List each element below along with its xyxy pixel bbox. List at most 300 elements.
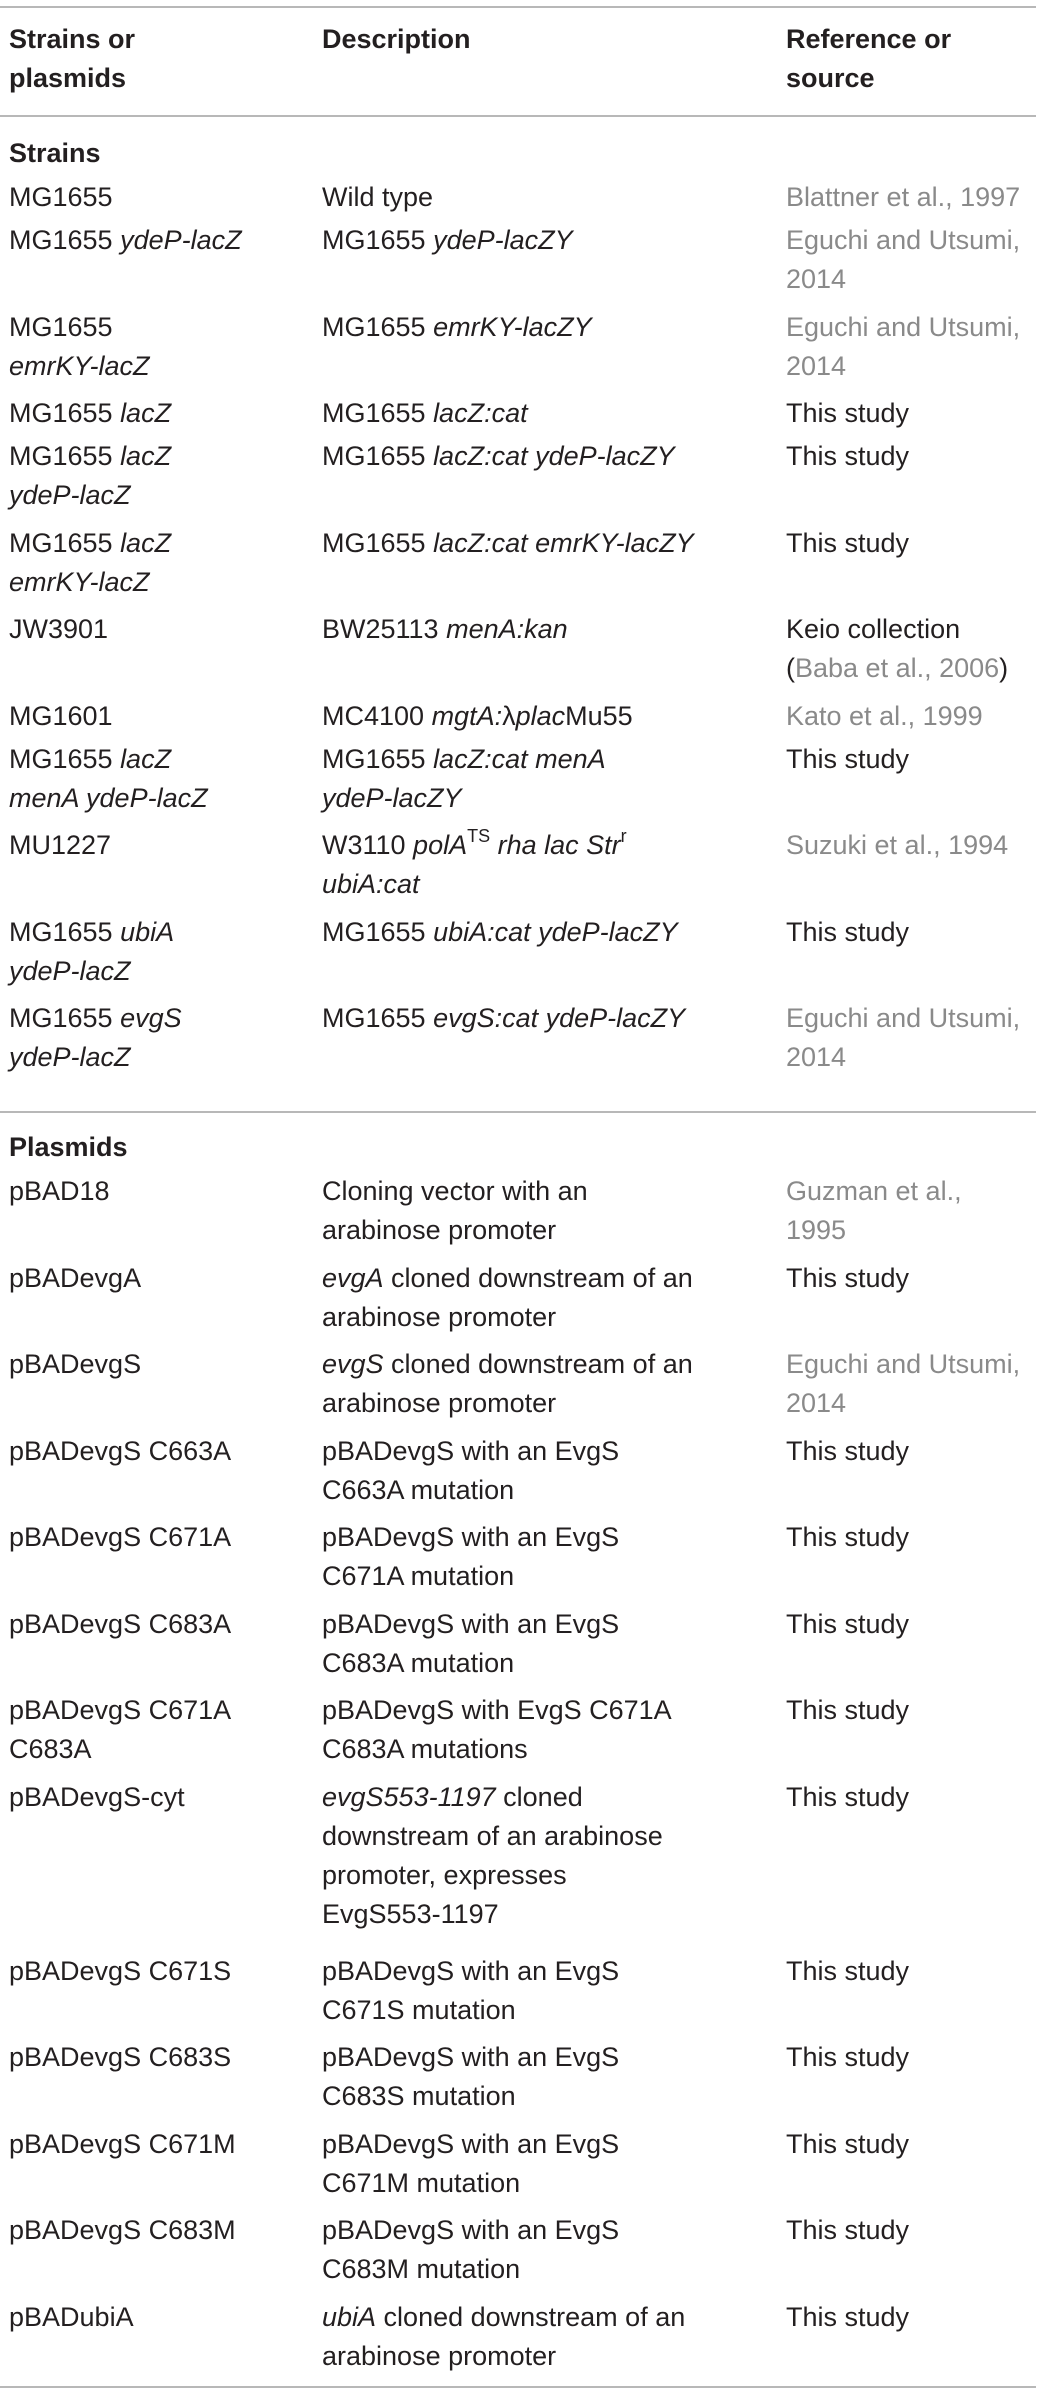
cell-line (9, 1952, 309, 1991)
cell-text: lacZ:cat (433, 398, 528, 428)
cell-text: polA (413, 830, 468, 860)
cell-text: JW3901 (9, 614, 109, 644)
cell-text: MG1655 (9, 917, 121, 947)
cell-reference (786, 1259, 1036, 1298)
cell-name (9, 221, 309, 260)
cell-text: ydeP-lacZ (9, 480, 131, 510)
cell-text: MG1655 (9, 398, 121, 428)
cell-reference (786, 913, 1036, 952)
cell-text: Eguchi and Utsumi, (786, 1003, 1021, 1033)
cell-line (9, 2125, 309, 2164)
cell-text: ( (786, 653, 795, 683)
cell-text: C683M mutation (322, 2254, 521, 2284)
cell-reference (786, 610, 1036, 688)
cell-line (322, 178, 752, 217)
cell-description (322, 1605, 752, 1683)
cell-name (9, 697, 309, 736)
cell-text: This study (786, 917, 910, 947)
cell-name (9, 2211, 309, 2250)
cell-text: This study (786, 441, 910, 471)
cell-text: arabinose promoter (322, 1388, 557, 1418)
cell-text: MG1655 (9, 312, 113, 342)
cell-line (322, 1298, 752, 1337)
cell-line (9, 524, 309, 563)
cell-line (786, 308, 1036, 347)
cell-line (322, 1730, 752, 1769)
cell-description (322, 826, 752, 904)
cell-text: 2014 (786, 1388, 847, 1418)
cell-name (9, 999, 309, 1077)
cell-name (9, 2298, 309, 2337)
cell-description (322, 1691, 752, 1769)
cell-text: pBADevgS with an EvgS (322, 1436, 620, 1466)
cell-text: evgS (322, 1349, 384, 1379)
cell-text: downstream of an arabinose (322, 1821, 663, 1851)
section-title-plasmids: Plasmids (9, 1132, 128, 1162)
cell-line (322, 1952, 752, 1991)
cell-line (786, 1384, 1036, 1423)
cell-text: cloned downstream of an (376, 2302, 686, 2332)
cell-text: pBAD18 (9, 1176, 110, 1206)
cell-text: C663A mutation (322, 1475, 515, 1505)
cell-line (9, 1605, 309, 1644)
cell-text: lacZ (120, 441, 172, 471)
cell-line (786, 697, 1036, 736)
cell-line (322, 697, 752, 736)
cell-description (322, 394, 752, 433)
cell-line (786, 1345, 1036, 1384)
cell-line (786, 1211, 1036, 1250)
cell-line (322, 308, 752, 347)
cell-description (322, 178, 752, 217)
cell-line (322, 1817, 752, 1856)
cell-description (322, 610, 752, 649)
cell-text: pBADevgS C683M (9, 2215, 236, 2245)
cell-text: ubiA:cat (322, 869, 420, 899)
cell-line (786, 649, 1036, 688)
cell-text: pBADubiA (9, 2302, 134, 2332)
cell-line (9, 1345, 309, 1384)
cell-reference (786, 524, 1036, 563)
cell-name (9, 1345, 309, 1384)
cell-text: rha lac Str (497, 830, 621, 860)
cell-line (322, 1991, 752, 2030)
cell-text: pBADevgS-cyt (9, 1782, 185, 1812)
cell-text: Blattner et al., 1997 (786, 182, 1021, 212)
cell-reference (786, 1605, 1036, 1644)
cell-description (322, 221, 752, 260)
cell-description (322, 2125, 752, 2203)
cell-name (9, 1691, 309, 1769)
cell-text: Suzuki et al., 1994 (786, 830, 1009, 860)
cell-text: evgS:cat ydeP-lacZY (433, 1003, 686, 1033)
cell-text: arabinose promoter (322, 2341, 557, 2371)
cell-line (322, 826, 752, 865)
cell-text: Eguchi and Utsumi, (786, 225, 1021, 255)
cell-text: pBADevgS with an EvgS (322, 2129, 620, 2159)
cell-text: pBADevgS with an EvgS (322, 2215, 620, 2245)
cell-line (786, 178, 1036, 217)
cell-text: MG1655 (9, 744, 121, 774)
cell-line (322, 1778, 752, 1817)
cell-text: lacZ (120, 528, 172, 558)
cell-name (9, 394, 309, 433)
cell-description (322, 913, 752, 952)
cell-line (9, 697, 309, 736)
cell-line (786, 1518, 1036, 1557)
cell-name (9, 1952, 309, 1991)
cell-line (786, 437, 1036, 476)
cell-reference (786, 1518, 1036, 1557)
cell-text: C683S mutation (322, 2081, 516, 2111)
cell-reference (786, 697, 1036, 736)
cell-reference (786, 740, 1036, 779)
cell-text: MG1655 (322, 1003, 434, 1033)
cell-line (322, 2298, 752, 2337)
cell-reference (786, 826, 1036, 865)
cell-text: emrKY-lacZY (433, 312, 592, 342)
cell-line (9, 347, 309, 386)
cell-text: menA:kan (446, 614, 568, 644)
cell-line (786, 1259, 1036, 1298)
cell-text: pBADevgS C671A (9, 1522, 232, 1552)
cell-name (9, 1432, 309, 1471)
cell-line (9, 826, 309, 865)
cell-name (9, 2125, 309, 2164)
cell-line (322, 2125, 752, 2164)
cell-text: pBADevgS C663A (9, 1436, 232, 1466)
cell-line (322, 524, 752, 563)
cell-description (322, 999, 752, 1038)
cell-text: ydeP-lacZY (433, 225, 573, 255)
cell-description (322, 2298, 752, 2376)
cell-line (786, 394, 1036, 433)
cell-text: This study (786, 744, 910, 774)
cell-text: ydeP-lacZ (9, 1042, 131, 1072)
cell-text: C671M mutation (322, 2168, 521, 2198)
cell-description (322, 1259, 752, 1337)
cell-line (786, 610, 1036, 649)
cell-text: MG1655 (322, 441, 434, 471)
cell-reference (786, 1778, 1036, 1817)
cell-line (9, 308, 309, 347)
cell-line (9, 221, 309, 260)
cell-name (9, 610, 309, 649)
cell-line (786, 524, 1036, 563)
cell-text: MG1655 (9, 225, 121, 255)
cell-name (9, 1778, 309, 1817)
cell-text: C671S mutation (322, 1995, 516, 2025)
cell-reference (786, 1952, 1036, 1991)
cell-line (322, 1644, 752, 1683)
cell-line (322, 1384, 752, 1423)
cell-text: 1995 (786, 1215, 847, 1245)
header-strains-or-plasmids: Strains or plasmids (9, 24, 136, 93)
cell-text: MG1655 (9, 441, 121, 471)
cell-line (786, 2038, 1036, 2077)
cell-text: arabinose promoter (322, 1215, 557, 1245)
cell-text: plac (515, 701, 566, 731)
cell-text: MG1655 (322, 225, 434, 255)
cell-text: Guzman et al., (786, 1176, 962, 1206)
cell-text (490, 830, 498, 860)
cell-text: This study (786, 2129, 910, 2159)
cell-text: ydeP-lacZ (120, 225, 242, 255)
cell-line (322, 221, 752, 260)
cell-name (9, 1518, 309, 1557)
cell-reference (786, 1345, 1036, 1423)
cell-line (322, 1557, 752, 1596)
cell-line (786, 1038, 1036, 1077)
cell-text: MG1655 (322, 528, 434, 558)
cell-text: BW25113 (322, 614, 447, 644)
cell-text: MG1655 (322, 312, 434, 342)
cell-line (786, 260, 1036, 299)
cell-line (322, 1432, 752, 1471)
cell-text: lacZ (120, 744, 172, 774)
cell-text: MG1655 (322, 917, 434, 947)
cell-text: cloned downstream of an (383, 1349, 693, 1379)
cell-text: This study (786, 1436, 910, 1466)
cell-text: menA ydeP-lacZ (9, 783, 208, 813)
cell-line (9, 913, 309, 952)
cell-description (322, 2211, 752, 2289)
cell-text: Keio collection (786, 614, 961, 644)
cell-name (9, 1259, 309, 1298)
top-rule (0, 6, 1036, 8)
cell-text: lacZ:cat menA (433, 744, 606, 774)
cell-text: promoter, expresses (322, 1860, 567, 1890)
cell-text: MG1655 (9, 528, 121, 558)
cell-text: pBADevgS C683S (9, 2042, 232, 2072)
cell-line (9, 1778, 309, 1817)
cell-name (9, 1605, 309, 1644)
cell-line (786, 347, 1036, 386)
cell-text: Eguchi and Utsumi, (786, 312, 1021, 342)
cell-line (786, 2298, 1036, 2337)
cell-text: C683A mutations (322, 1734, 528, 1764)
cell-reference (786, 1432, 1036, 1471)
cell-line (786, 1952, 1036, 1991)
cell-text: r (620, 826, 627, 846)
cell-line (322, 1895, 752, 1934)
cell-text: pBADevgS with an EvgS (322, 1522, 620, 1552)
cell-line (786, 1172, 1036, 1211)
cell-line (786, 1605, 1036, 1644)
cell-description (322, 524, 752, 563)
cell-text: MG1655 (322, 744, 434, 774)
cell-text: cloned downstream of an (383, 1263, 693, 1293)
cell-line (786, 1691, 1036, 1730)
cell-description (322, 1432, 752, 1510)
cell-text: This study (786, 1695, 910, 1725)
cell-description (322, 1518, 752, 1596)
cell-line (9, 1518, 309, 1557)
cell-line (9, 1730, 309, 1769)
cell-text: pBADevgS with EvgS C671A (322, 1695, 672, 1725)
cell-description (322, 740, 752, 818)
cell-text: lacZ (120, 398, 172, 428)
cell-text: pBADevgS C671A (9, 1695, 232, 1725)
cell-line (9, 394, 309, 433)
cell-text: 2014 (786, 1042, 847, 1072)
cell-line (322, 437, 752, 476)
cell-line (9, 779, 309, 818)
cell-text: ubiA (322, 2302, 377, 2332)
cell-reference (786, 999, 1036, 1077)
cell-line (786, 1432, 1036, 1471)
cell-text: C683A (9, 1734, 92, 1764)
cell-line (322, 1856, 752, 1895)
cell-line (786, 740, 1036, 779)
cell-text: This study (786, 2042, 910, 2072)
cell-name (9, 308, 309, 386)
cell-text: This study (786, 1263, 910, 1293)
cell-text: pBADevgS C671S (9, 1956, 232, 1986)
cell-line (9, 2298, 309, 2337)
cell-text: TS (467, 826, 491, 846)
cell-name (9, 2038, 309, 2077)
cell-text: 2014 (786, 264, 847, 294)
cell-reference (786, 221, 1036, 299)
cell-text: cloned (495, 1782, 583, 1812)
cell-line (786, 999, 1036, 1038)
cell-line (322, 1518, 752, 1557)
section-rule (0, 1111, 1036, 1113)
cell-line (322, 999, 752, 1038)
cell-text: pBADevgS (9, 1349, 142, 1379)
cell-line (322, 1259, 752, 1298)
cell-line (9, 476, 309, 515)
header-reference-or-source: Reference or source (786, 24, 952, 93)
cell-text: Mu55 (565, 701, 633, 731)
cell-reference (786, 308, 1036, 386)
cell-line (322, 610, 752, 649)
cell-text: Eguchi and Utsumi, (786, 1349, 1021, 1379)
cell-line (322, 740, 752, 779)
cell-name (9, 913, 309, 991)
cell-line (9, 2211, 309, 2250)
cell-line (9, 178, 309, 217)
cell-name (9, 524, 309, 602)
cell-line (9, 1172, 309, 1211)
cell-line (9, 999, 309, 1038)
cell-text: pBADevgS with an EvgS (322, 1956, 620, 1986)
cell-line (786, 2211, 1036, 2250)
cell-reference (786, 1691, 1036, 1730)
cell-description (322, 1778, 752, 1934)
cell-line (786, 826, 1036, 865)
cell-text: ubiA (120, 917, 175, 947)
cell-text: 2014 (786, 351, 847, 381)
cell-reference (786, 1172, 1036, 1250)
cell-text: pBADevgS with an EvgS (322, 2042, 620, 2072)
cell-reference (786, 394, 1036, 433)
cell-text: This study (786, 2215, 910, 2245)
cell-description (322, 308, 752, 347)
cell-name (9, 1172, 309, 1211)
cell-text: emrKY-lacZ (9, 567, 150, 597)
cell-line (9, 563, 309, 602)
cell-text: ubiA:cat ydeP-lacZY (433, 917, 678, 947)
cell-text: arabinose promoter (322, 1302, 557, 1332)
cell-line (322, 1691, 752, 1730)
cell-line (786, 1778, 1036, 1817)
cell-line (9, 1432, 309, 1471)
cell-text: C671A mutation (322, 1561, 515, 1591)
cell-line (9, 1691, 309, 1730)
cell-text: This study (786, 398, 910, 428)
cell-line (9, 740, 309, 779)
cell-text: lacZ:cat ydeP-lacZY (433, 441, 675, 471)
cell-line (322, 1172, 752, 1211)
cell-text: MC4100 (322, 701, 432, 731)
cell-line (786, 913, 1036, 952)
cell-line (322, 779, 752, 818)
cell-description (322, 2038, 752, 2116)
cell-text: MG1655 (9, 182, 113, 212)
cell-text: This study (786, 528, 910, 558)
cell-text: This study (786, 1609, 910, 1639)
cell-line (9, 610, 309, 649)
cell-line (322, 2077, 752, 2116)
cell-text: pBADevgS C671M (9, 2129, 236, 2159)
cell-text: evgS553-1197 (322, 1782, 496, 1812)
cell-line (322, 913, 752, 952)
cell-text: Kato et al., 1999 (786, 701, 983, 731)
cell-text: This study (786, 1956, 910, 1986)
cell-reference (786, 2125, 1036, 2164)
cell-line (322, 2337, 752, 2376)
cell-text: MG1601 (9, 701, 113, 731)
cell-name (9, 826, 309, 865)
cell-line (322, 1605, 752, 1644)
cell-description (322, 1172, 752, 1250)
cell-reference (786, 2298, 1036, 2337)
cell-text: ydeP-lacZ (9, 956, 131, 986)
cell-text: ) (999, 653, 1009, 683)
cell-line (322, 1471, 752, 1510)
cell-line (9, 2038, 309, 2077)
cell-line (322, 2211, 752, 2250)
bottom-rule (0, 2386, 1036, 2388)
cell-text: Baba et al., 2006 (795, 653, 1000, 683)
cell-line (322, 1211, 752, 1250)
cell-text: EvgS553-1197 (322, 1899, 499, 1929)
cell-line (322, 2038, 752, 2077)
cell-text: evgA (322, 1263, 384, 1293)
cell-name (9, 178, 309, 217)
cell-text: This study (786, 2302, 910, 2332)
cell-text: pBADevgA (9, 1263, 142, 1293)
section-title-strains: Strains (9, 138, 101, 168)
cell-text: lacZ:cat emrKY-lacZY (433, 528, 694, 558)
cell-line (9, 952, 309, 991)
cell-description (322, 697, 752, 736)
cell-reference (786, 2038, 1036, 2077)
cell-text: mgtA: (431, 701, 503, 731)
cell-line (322, 865, 752, 904)
cell-line (9, 1259, 309, 1298)
cell-reference (786, 2211, 1036, 2250)
cell-line (786, 2125, 1036, 2164)
cell-text: C683A mutation (322, 1648, 515, 1678)
cell-line (9, 437, 309, 476)
cell-line (322, 2250, 752, 2289)
cell-text: This study (786, 1522, 910, 1552)
cell-text: evgS (120, 1003, 182, 1033)
cell-text: This study (786, 1782, 910, 1812)
